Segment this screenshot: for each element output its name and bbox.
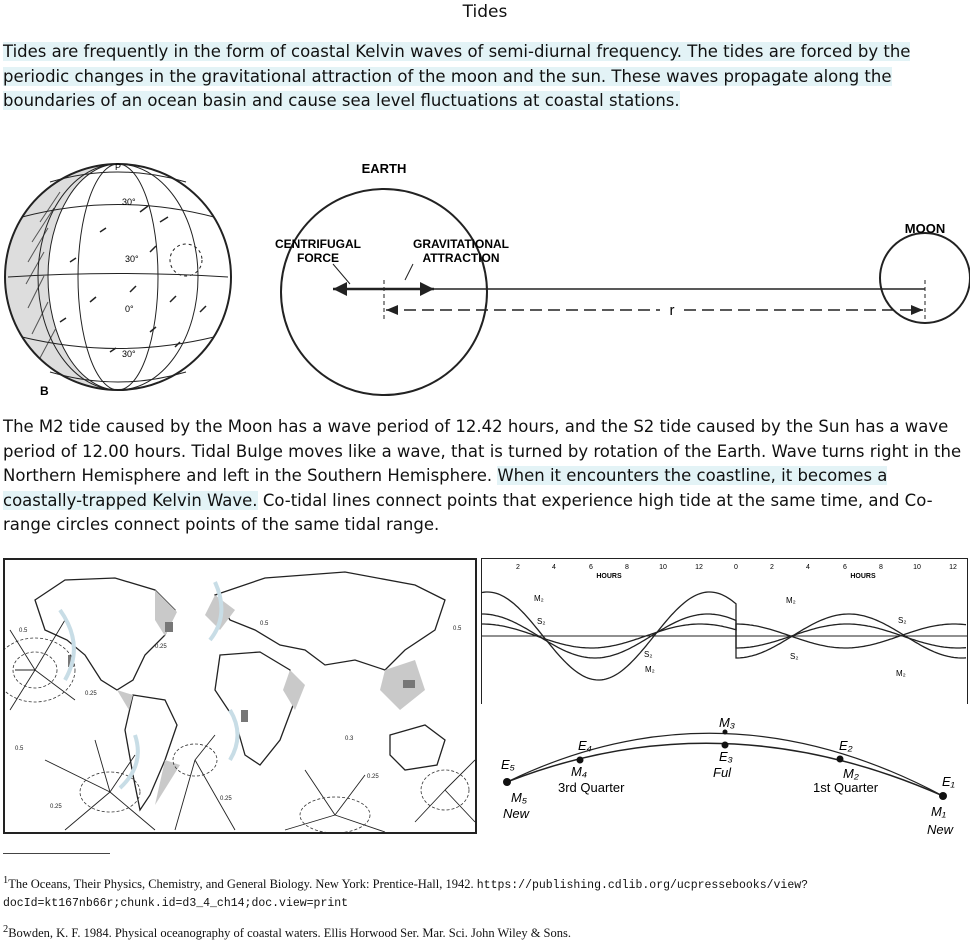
orbit-moon-label: M₁ <box>931 804 946 819</box>
tick-label: 6 <box>843 564 847 571</box>
orbit-earth-label: E₂ <box>839 738 853 753</box>
axis-label: HOURS <box>850 573 876 580</box>
orbit-moon-label: M₄ <box>571 764 588 779</box>
moon-phase-orbit-diagram <box>481 706 968 841</box>
body-text-1: The M2 tide caused by the Moon has a wave period of 12.42 hours, and the S2 tide caused by the Sun has a wave period of 12.00 hours. Tidal Bulge moves like a wave, that is turned by rotation of the Earth. Wave turns right in the Northern Hemisphere and left in the Southern Hemisphere. <box>3 417 962 485</box>
map-value-label: 0.25 <box>367 774 379 780</box>
footnote-2-mark: 2 <box>3 924 9 935</box>
map-value-label: 0.25 <box>155 644 167 650</box>
map-value-label: 0.25 <box>220 796 232 802</box>
tick-label: 2 <box>516 564 520 571</box>
s2-curve-label: S₂ <box>898 616 907 625</box>
footnote-1-text: The Oceans, Their Physics, Chemistry, and General Biology. New York: Prentice-Hall, 1942. <box>8 877 474 892</box>
footnote-1-mark: 1 <box>3 875 9 886</box>
orbit-earth-label: E₅ <box>501 757 515 772</box>
tick-label: 4 <box>806 564 810 571</box>
orbit-earth-label: E₁ <box>942 774 955 789</box>
intro-paragraph <box>3 40 965 114</box>
map-value-label: 0.5 <box>260 621 269 627</box>
map-value-label: 0.3 <box>345 736 354 742</box>
map-value-label: 0.25 <box>50 804 62 810</box>
tick-label: 2 <box>770 564 774 571</box>
south-america <box>125 695 177 810</box>
globe-label: B <box>40 384 49 398</box>
wave-drawing <box>482 559 967 705</box>
map-value-label: 0.5 <box>453 626 462 632</box>
map-value-label: 0.5 <box>19 628 28 634</box>
north-america <box>35 578 175 690</box>
m2-curve-label: M₂ <box>534 594 544 603</box>
footnote-2 <box>3 922 943 941</box>
pole-label: P <box>114 162 122 172</box>
centrifugal-label-2: FORCE <box>297 251 339 265</box>
lat-label: 30° <box>122 197 136 207</box>
earth-circle <box>281 189 487 395</box>
tick-label: 8 <box>879 564 883 571</box>
footnote-1-url[interactable]: https://publishing.cdlib.org/ucpressebooks/view?docId=kt167nb66r;chunk.id=d3_4_ch14;doc.view=print <box>3 879 809 911</box>
globe-diagram <box>5 162 231 398</box>
orbit-phase-label: 1st Quarter <box>813 780 879 795</box>
cotidal-world-map <box>3 558 477 834</box>
orbit-moon-label: M₅ <box>511 790 528 805</box>
tick-label: 10 <box>659 564 667 571</box>
intro-text: Tides are frequently in the form of coastal Kelvin waves of semi-diurnal frequency. The tides are forced by the periodic changes in the gravitational attraction of the moon and the sun. These waves propagate along the boundaries of an ocean basin and cause sea level fluctuations at coastal stations. <box>3 42 911 110</box>
orbit-phase-label: New <box>927 822 954 837</box>
orbit-phase-label: Ful <box>713 765 732 780</box>
africa <box>215 652 295 765</box>
moon-label: MOON <box>904 221 946 236</box>
axis-label: HOURS <box>596 573 622 580</box>
m2-curve-label: M₂ <box>786 596 796 605</box>
tick-label: 12 <box>695 564 703 571</box>
page-title: Tides <box>462 2 508 22</box>
tick-label: 10 <box>913 564 921 571</box>
tide-wave-chart <box>481 558 968 704</box>
tick-label: 0 <box>734 564 738 571</box>
distance-label: r <box>669 302 675 319</box>
map-drawing <box>5 560 475 832</box>
body-text-2: Co-tidal lines connect points that experience high tide at the same time, and Co-range circles connect points of the same tidal range. <box>3 490 933 534</box>
tick-label: 4 <box>552 564 556 571</box>
earth-label: EARTH <box>361 161 407 176</box>
s2-curve-label: S₂ <box>537 617 546 626</box>
s2-curve-label: S₂ <box>644 650 653 659</box>
s2-curve-label: S₂ <box>790 652 799 661</box>
m2-curve-label: M₂ <box>645 665 655 674</box>
tick-label: 12 <box>949 564 957 571</box>
map-value-label: 0.5 <box>15 746 24 752</box>
earth-moon-figure <box>0 152 970 402</box>
lat-label: 30° <box>125 254 139 264</box>
orbit-phase-label: New <box>503 806 530 821</box>
gravitational-label-2: ATTRACTION <box>422 251 500 265</box>
body-highlight: When it encounters the coastline, it becomes a coastally-trapped Kelvin Wave. <box>3 466 888 510</box>
gravitational-label-1: GRAVITATIONAL <box>413 237 509 251</box>
tick-label: 8 <box>625 564 629 571</box>
lat-label: 0° <box>125 304 134 314</box>
m2-curve-label: M₂ <box>896 669 906 678</box>
footnote-2-text: Bowden, K. F. 1984. Physical oceanography of coastal waters. Ellis Horwood Ser. Mar. Sci. John Wiley & Sons. <box>8 926 571 941</box>
footnote-separator <box>3 853 110 854</box>
lat-label: 30° <box>122 349 136 359</box>
map-value-label: 0.25 <box>85 691 97 697</box>
footnote-1 <box>3 873 943 912</box>
orbit-earth-label: E₄ <box>578 738 592 753</box>
force-diagram <box>275 161 970 395</box>
orbit-earth-label: E₃ <box>719 749 733 764</box>
tick-label: 6 <box>589 564 593 571</box>
centrifugal-label-1: CENTRIFUGAL <box>275 237 361 251</box>
australia <box>390 725 445 770</box>
body-paragraph <box>3 415 965 538</box>
orbit-moon-label: M₃ <box>719 715 735 730</box>
orbit-moon-label: M₂ <box>843 766 859 781</box>
orbit-phase-label: 3rd Quarter <box>558 780 625 795</box>
